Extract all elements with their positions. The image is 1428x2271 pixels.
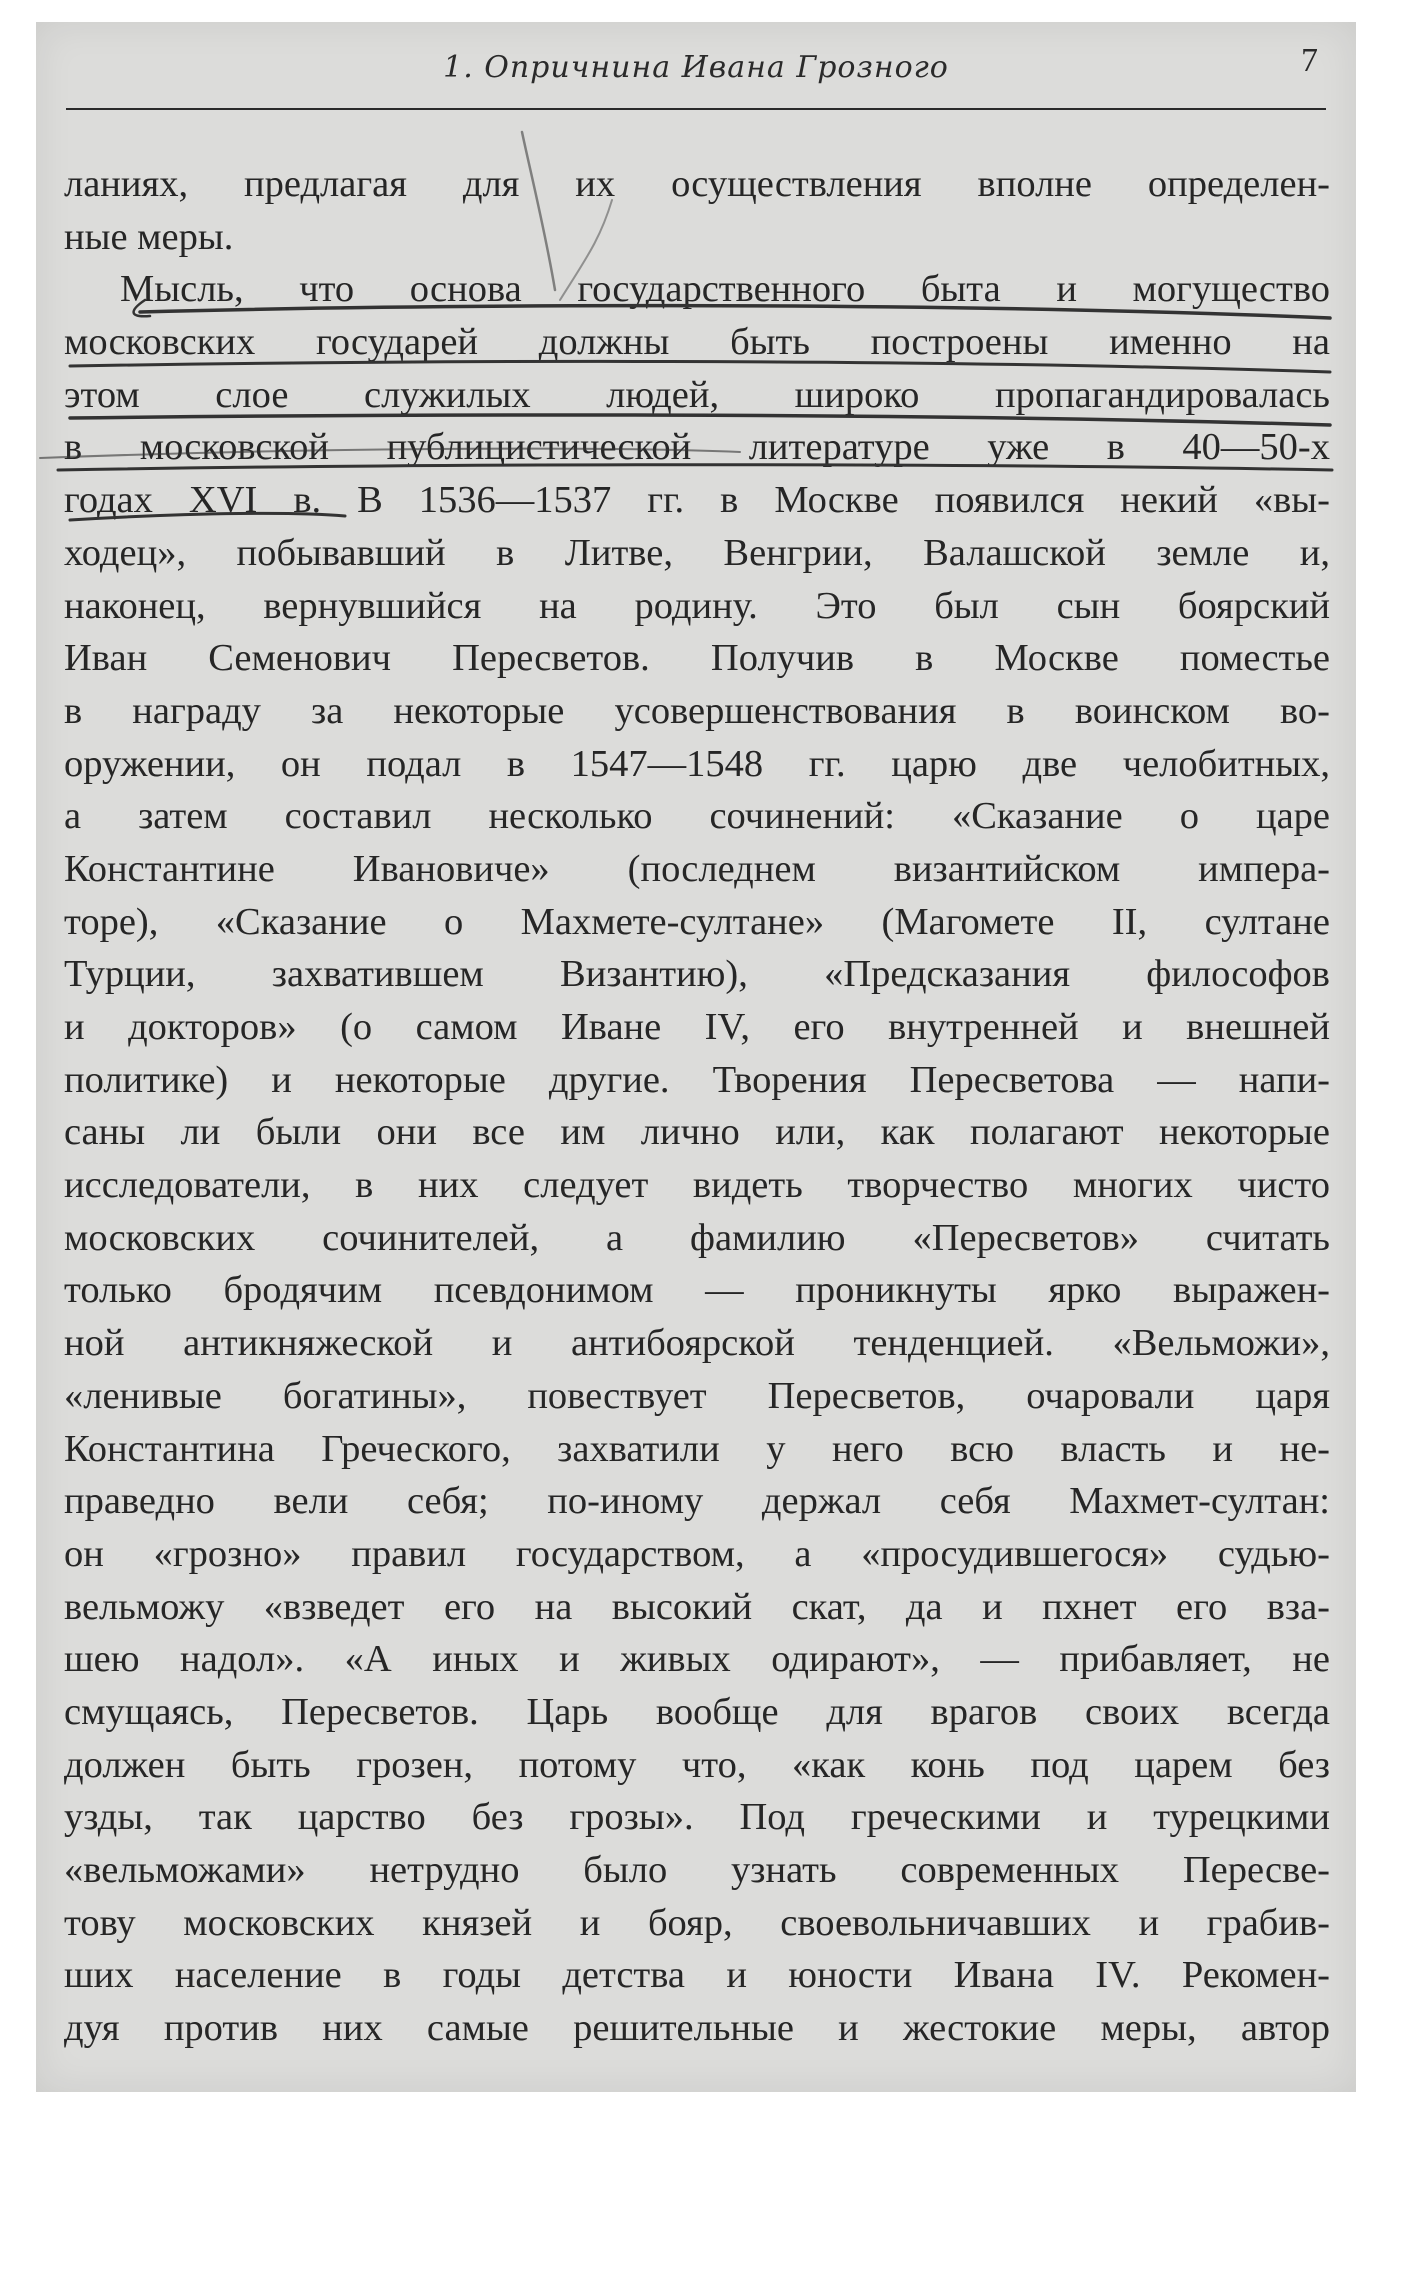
text-line: он «грозно» правил государством, а «просудившегося» судью- bbox=[64, 1532, 1330, 1575]
text-line: ной антикняжеской и антибоярской тенденцией. «Вельможи», bbox=[64, 1322, 1330, 1365]
text-line: ходец», побывавший в Литве, Венгрии, Валашской земле и, bbox=[64, 531, 1330, 574]
text-line: московских сочинителей, а фамилию «Пересветов» считать bbox=[64, 1216, 1330, 1259]
text-line: Мысль, что основа государственного быта и могущество bbox=[120, 268, 1330, 311]
text-line: московских государей должны быть построены именно на bbox=[64, 321, 1330, 364]
text-line: узды, так царство без грозы». Под греческими и турецкими bbox=[64, 1796, 1330, 1839]
text-line: оружении, он подал в 1547—1548 гг. царю две челобитных, bbox=[64, 742, 1330, 785]
text-line: вельможу «взведет его на высокий скат, да и пхнет его вза- bbox=[64, 1585, 1330, 1628]
text-line: этом слое служилых людей, широко пропагандировалась bbox=[64, 373, 1330, 416]
text-line: только бродячим псевдонимом — проникнуты ярко выражен- bbox=[64, 1269, 1330, 1312]
text-line: торе), «Сказание о Махмете-султане» (Магомете II, султане bbox=[64, 900, 1330, 943]
text-line: ные меры. bbox=[64, 215, 234, 258]
text-line: Константина Греческого, захватили у него всю власть и не- bbox=[64, 1427, 1330, 1470]
text-line: наконец, вернувшийся на родину. Это был сын боярский bbox=[64, 584, 1330, 627]
body-text bbox=[64, 158, 1330, 2055]
text-line: дуя против них самые решительные и жестокие меры, автор bbox=[64, 2007, 1330, 2050]
text-line: тову московских князей и бояр, своевольничавших и грабив- bbox=[64, 1901, 1330, 1944]
text-line: Иван Семенович Пересветов. Получив в Москве поместье bbox=[64, 637, 1330, 680]
text-line: а затем составил несколько сочинений: «Сказание о царе bbox=[64, 795, 1330, 838]
text-line: и докторов» (о самом Иване IV, его внутренней и внешней bbox=[64, 1006, 1330, 1048]
text-line: исследователи, в них следует видеть творчество многих чисто bbox=[64, 1164, 1330, 1207]
text-line: смущаясь, Пересветов. Царь вообще для врагов своих всегда bbox=[64, 1690, 1330, 1733]
text-line: шею надол». «А иных и живых одирают», — прибавляет, не bbox=[64, 1638, 1330, 1681]
chapter-title: 1. Опричнина Ивана Грозного bbox=[443, 50, 949, 85]
text-line: ших население в годы детства и юности Ивана IV. Рекомен- bbox=[64, 1954, 1330, 1997]
text-line: политике) и некоторые другие. Творения Пересветова — напи- bbox=[64, 1058, 1330, 1101]
running-header bbox=[66, 40, 1326, 110]
text-line: ланиях, предлагая для их осуществления вполне определен- bbox=[64, 163, 1330, 205]
text-line: саны ли были они все им лично или, как полагают некоторые bbox=[64, 1111, 1330, 1154]
text-line: в награду за некоторые усовершенствования в воинском во- bbox=[64, 689, 1330, 732]
text-line: «вельможами» нетрудно было узнать современных Пересве- bbox=[64, 1849, 1330, 1891]
text-line: «ленивые богатины», повествует Пересветов, очаровали царя bbox=[64, 1374, 1330, 1417]
text-line: в московской публицистической литературе уже в 40—50-х bbox=[64, 426, 1330, 469]
text-line: Турции, захватившем Византию), «Предсказания философов bbox=[64, 953, 1330, 996]
text-line: праведно вели себя; по-иному держал себя Махмет-султан: bbox=[64, 1480, 1330, 1523]
text-line: Константине Ивановиче» (последнем византийском импера- bbox=[64, 847, 1330, 890]
page-number: 7 bbox=[1301, 42, 1318, 79]
text-line: годах XVI в. В 1536—1537 гг. в Москве появился некий «вы- bbox=[64, 479, 1330, 522]
text-line: должен быть грозен, потому что, «как конь под царем без bbox=[64, 1743, 1330, 1786]
